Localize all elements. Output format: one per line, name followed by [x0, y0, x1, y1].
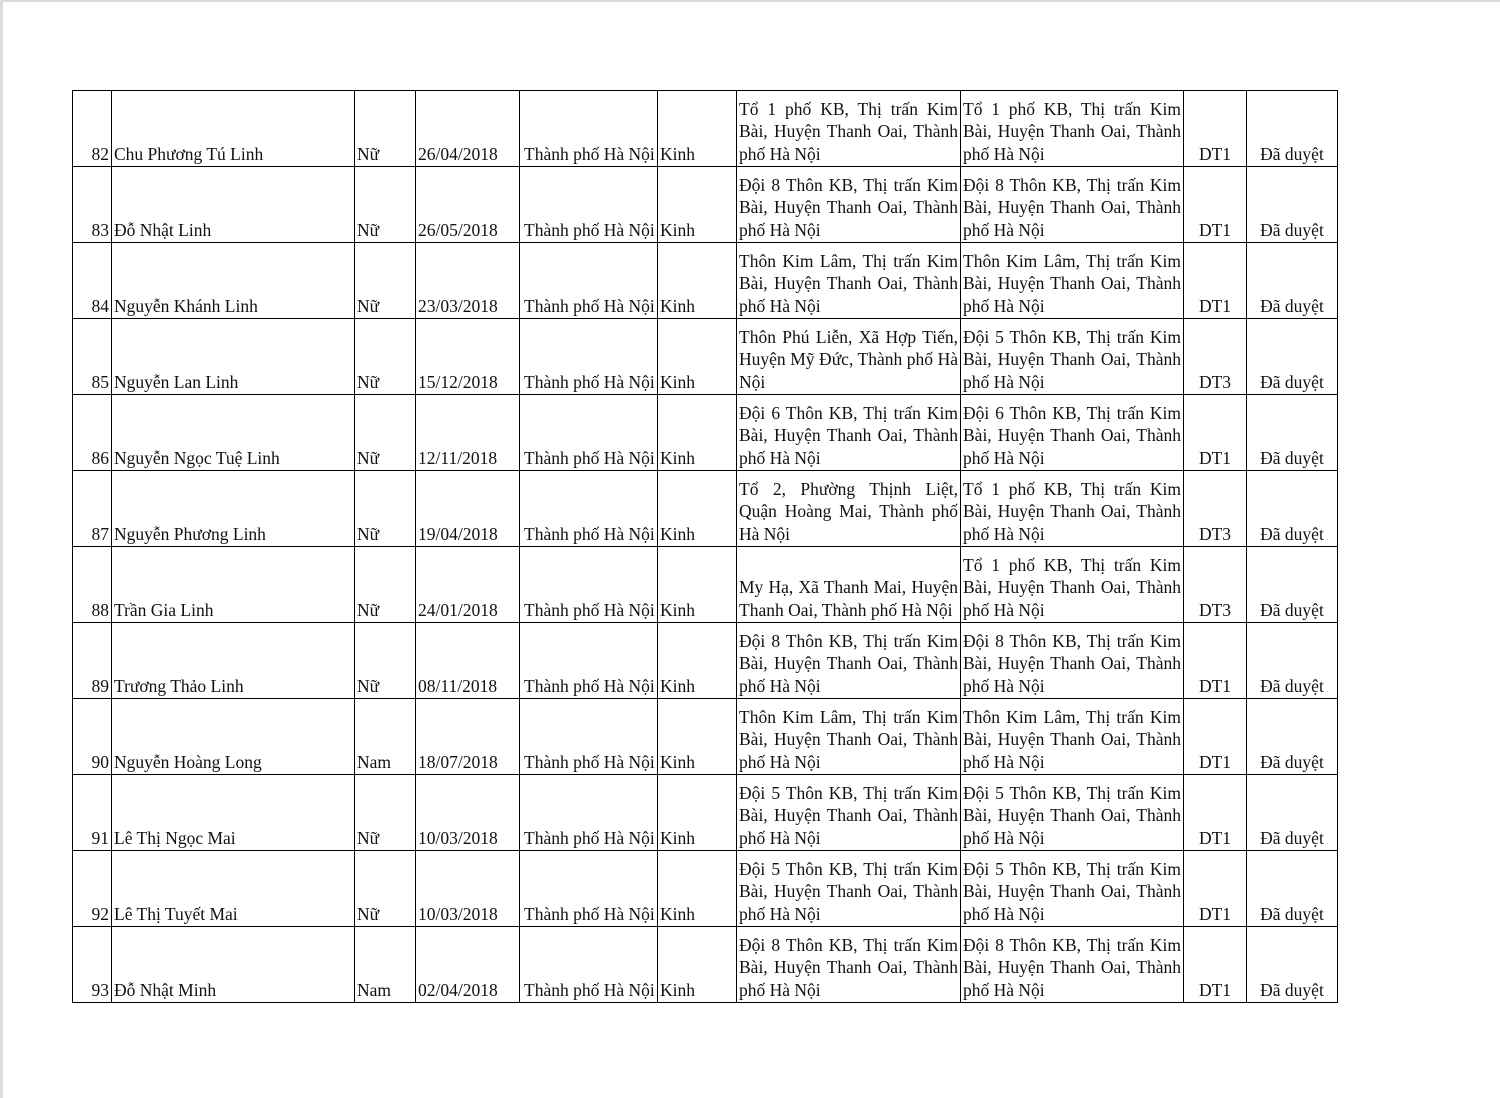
table-row [73, 623, 1338, 699]
current-address-cell: Tổ 1 phố KB, Thị trấn Kim Bài, Huyện Thanh Oai, Thành phố Hà Nội [961, 471, 1184, 547]
student-name-cell: Trương Thảo Linh [112, 623, 355, 699]
current-address-cell: Thôn Kim Lâm, Thị trấn Kim Bài, Huyện Thanh Oai, Thành phố Hà Nội [961, 243, 1184, 319]
ethnicity-cell: Kinh [658, 699, 737, 775]
birthplace-cell: Thành phố Hà Nội [520, 471, 658, 547]
priority-code-cell: DT1 [1184, 243, 1247, 319]
page-edge-left [0, 0, 3, 1098]
current-address-cell: Đội 8 Thôn KB, Thị trấn Kim Bài, Huyện Thanh Oai, Thành phố Hà Nội [961, 167, 1184, 243]
current-address-cell: Tổ 1 phố KB, Thị trấn Kim Bài, Huyện Thanh Oai, Thành phố Hà Nội [961, 547, 1184, 623]
roster-body [73, 91, 1338, 1003]
permanent-address-cell: Tổ 2, Phường Thịnh Liệt, Quận Hoàng Mai, Thành phố Hà Nội [737, 471, 961, 547]
birthplace-cell: Thành phố Hà Nội [520, 851, 658, 927]
birthplace-cell: Thành phố Hà Nội [520, 167, 658, 243]
ethnicity-cell: Kinh [658, 91, 737, 167]
date-of-birth-cell: 12/11/2018 [416, 395, 520, 471]
ethnicity-cell: Kinh [658, 547, 737, 623]
date-of-birth-cell: 10/03/2018 [416, 775, 520, 851]
priority-code-cell: DT1 [1184, 167, 1247, 243]
row-number-cell: 91 [73, 775, 112, 851]
approval-status-cell: Đã duyệt [1247, 623, 1338, 699]
date-of-birth-cell: 15/12/2018 [416, 319, 520, 395]
gender-cell: Nam [355, 927, 416, 1003]
gender-cell: Nữ [355, 395, 416, 471]
gender-cell: Nữ [355, 471, 416, 547]
student-name-cell: Lê Thị Tuyết Mai [112, 851, 355, 927]
gender-cell: Nữ [355, 91, 416, 167]
permanent-address-cell: Thôn Phú Liễn, Xã Hợp Tiến, Huyện Mỹ Đức, Thành phố Hà Nội [737, 319, 961, 395]
current-address-cell: Đội 5 Thôn KB, Thị trấn Kim Bài, Huyện Thanh Oai, Thành phố Hà Nội [961, 775, 1184, 851]
row-number-cell: 92 [73, 851, 112, 927]
ethnicity-cell: Kinh [658, 471, 737, 547]
ethnicity-cell: Kinh [658, 775, 737, 851]
birthplace-cell: Thành phố Hà Nội [520, 927, 658, 1003]
table-row [73, 319, 1338, 395]
birthplace-cell: Thành phố Hà Nội [520, 547, 658, 623]
birthplace-cell: Thành phố Hà Nội [520, 623, 658, 699]
ethnicity-cell: Kinh [658, 395, 737, 471]
date-of-birth-cell: 10/03/2018 [416, 851, 520, 927]
student-name-cell: Nguyễn Phương Linh [112, 471, 355, 547]
permanent-address-cell: Thôn Kim Lâm, Thị trấn Kim Bài, Huyện Thanh Oai, Thành phố Hà Nội [737, 699, 961, 775]
student-name-cell: Nguyễn Ngọc Tuệ Linh [112, 395, 355, 471]
date-of-birth-cell: 26/05/2018 [416, 167, 520, 243]
priority-code-cell: DT1 [1184, 699, 1247, 775]
current-address-cell: Thôn Kim Lâm, Thị trấn Kim Bài, Huyện Thanh Oai, Thành phố Hà Nội [961, 699, 1184, 775]
gender-cell: Nữ [355, 775, 416, 851]
table-row [73, 243, 1338, 319]
permanent-address-cell: Đội 5 Thôn KB, Thị trấn Kim Bài, Huyện Thanh Oai, Thành phố Hà Nội [737, 775, 961, 851]
date-of-birth-cell: 26/04/2018 [416, 91, 520, 167]
gender-cell: Nữ [355, 851, 416, 927]
row-number-cell: 88 [73, 547, 112, 623]
current-address-cell: Đội 8 Thôn KB, Thị trấn Kim Bài, Huyện Thanh Oai, Thành phố Hà Nội [961, 623, 1184, 699]
page-edge-top [0, 0, 1500, 2]
ethnicity-cell: Kinh [658, 623, 737, 699]
permanent-address-cell: My Hạ, Xã Thanh Mai, Huyện Thanh Oai, Thành phố Hà Nội [737, 547, 961, 623]
gender-cell: Nữ [355, 319, 416, 395]
row-number-cell: 87 [73, 471, 112, 547]
ethnicity-cell: Kinh [658, 927, 737, 1003]
ethnicity-cell: Kinh [658, 319, 737, 395]
table-row [73, 775, 1338, 851]
table-row [73, 91, 1338, 167]
row-number-cell: 85 [73, 319, 112, 395]
current-address-cell: Đội 5 Thôn KB, Thị trấn Kim Bài, Huyện Thanh Oai, Thành phố Hà Nội [961, 851, 1184, 927]
priority-code-cell: DT1 [1184, 91, 1247, 167]
permanent-address-cell: Đội 6 Thôn KB, Thị trấn Kim Bài, Huyện Thanh Oai, Thành phố Hà Nội [737, 395, 961, 471]
approval-status-cell: Đã duyệt [1247, 547, 1338, 623]
current-address-cell: Đội 6 Thôn KB, Thị trấn Kim Bài, Huyện Thanh Oai, Thành phố Hà Nội [961, 395, 1184, 471]
date-of-birth-cell: 23/03/2018 [416, 243, 520, 319]
priority-code-cell: DT3 [1184, 547, 1247, 623]
student-roster-table [72, 90, 1338, 1003]
date-of-birth-cell: 19/04/2018 [416, 471, 520, 547]
birthplace-cell: Thành phố Hà Nội [520, 699, 658, 775]
row-number-cell: 90 [73, 699, 112, 775]
permanent-address-cell: Đội 8 Thôn KB, Thị trấn Kim Bài, Huyện Thanh Oai, Thành phố Hà Nội [737, 927, 961, 1003]
gender-cell: Nữ [355, 243, 416, 319]
permanent-address-cell: Tổ 1 phố KB, Thị trấn Kim Bài, Huyện Thanh Oai, Thành phố Hà Nội [737, 91, 961, 167]
current-address-cell: Đội 8 Thôn KB, Thị trấn Kim Bài, Huyện Thanh Oai, Thành phố Hà Nội [961, 927, 1184, 1003]
row-number-cell: 86 [73, 395, 112, 471]
birthplace-cell: Thành phố Hà Nội [520, 395, 658, 471]
table-row [73, 927, 1338, 1003]
table-row [73, 395, 1338, 471]
approval-status-cell: Đã duyệt [1247, 699, 1338, 775]
date-of-birth-cell: 02/04/2018 [416, 927, 520, 1003]
priority-code-cell: DT1 [1184, 851, 1247, 927]
approval-status-cell: Đã duyệt [1247, 775, 1338, 851]
priority-code-cell: DT3 [1184, 319, 1247, 395]
approval-status-cell: Đã duyệt [1247, 319, 1338, 395]
student-name-cell: Nguyễn Hoàng Long [112, 699, 355, 775]
approval-status-cell: Đã duyệt [1247, 851, 1338, 927]
date-of-birth-cell: 24/01/2018 [416, 547, 520, 623]
approval-status-cell: Đã duyệt [1247, 471, 1338, 547]
table-row [73, 471, 1338, 547]
priority-code-cell: DT1 [1184, 395, 1247, 471]
permanent-address-cell: Đội 5 Thôn KB, Thị trấn Kim Bài, Huyện Thanh Oai, Thành phố Hà Nội [737, 851, 961, 927]
student-name-cell: Đỗ Nhật Minh [112, 927, 355, 1003]
permanent-address-cell: Thôn Kim Lâm, Thị trấn Kim Bài, Huyện Thanh Oai, Thành phố Hà Nội [737, 243, 961, 319]
approval-status-cell: Đã duyệt [1247, 91, 1338, 167]
gender-cell: Nữ [355, 623, 416, 699]
row-number-cell: 93 [73, 927, 112, 1003]
student-name-cell: Lê Thị Ngọc Mai [112, 775, 355, 851]
priority-code-cell: DT1 [1184, 775, 1247, 851]
student-name-cell: Chu Phương Tú Linh [112, 91, 355, 167]
approval-status-cell: Đã duyệt [1247, 167, 1338, 243]
table-row [73, 167, 1338, 243]
table-row [73, 851, 1338, 927]
row-number-cell: 83 [73, 167, 112, 243]
row-number-cell: 84 [73, 243, 112, 319]
priority-code-cell: DT3 [1184, 471, 1247, 547]
approval-status-cell: Đã duyệt [1247, 243, 1338, 319]
row-number-cell: 89 [73, 623, 112, 699]
birthplace-cell: Thành phố Hà Nội [520, 91, 658, 167]
date-of-birth-cell: 08/11/2018 [416, 623, 520, 699]
student-name-cell: Nguyễn Khánh Linh [112, 243, 355, 319]
birthplace-cell: Thành phố Hà Nội [520, 243, 658, 319]
student-name-cell: Nguyễn Lan Linh [112, 319, 355, 395]
birthplace-cell: Thành phố Hà Nội [520, 775, 658, 851]
current-address-cell: Đội 5 Thôn KB, Thị trấn Kim Bài, Huyện Thanh Oai, Thành phố Hà Nội [961, 319, 1184, 395]
birthplace-cell: Thành phố Hà Nội [520, 319, 658, 395]
permanent-address-cell: Đội 8 Thôn KB, Thị trấn Kim Bài, Huyện Thanh Oai, Thành phố Hà Nội [737, 623, 961, 699]
date-of-birth-cell: 18/07/2018 [416, 699, 520, 775]
table-row [73, 547, 1338, 623]
priority-code-cell: DT1 [1184, 927, 1247, 1003]
priority-code-cell: DT1 [1184, 623, 1247, 699]
ethnicity-cell: Kinh [658, 167, 737, 243]
approval-status-cell: Đã duyệt [1247, 927, 1338, 1003]
permanent-address-cell: Đội 8 Thôn KB, Thị trấn Kim Bài, Huyện Thanh Oai, Thành phố Hà Nội [737, 167, 961, 243]
current-address-cell: Tổ 1 phố KB, Thị trấn Kim Bài, Huyện Thanh Oai, Thành phố Hà Nội [961, 91, 1184, 167]
row-number-cell: 82 [73, 91, 112, 167]
gender-cell: Nữ [355, 167, 416, 243]
ethnicity-cell: Kinh [658, 851, 737, 927]
student-name-cell: Trần Gia Linh [112, 547, 355, 623]
ethnicity-cell: Kinh [658, 243, 737, 319]
gender-cell: Nam [355, 699, 416, 775]
table-row [73, 699, 1338, 775]
gender-cell: Nữ [355, 547, 416, 623]
approval-status-cell: Đã duyệt [1247, 395, 1338, 471]
student-name-cell: Đỗ Nhật Linh [112, 167, 355, 243]
